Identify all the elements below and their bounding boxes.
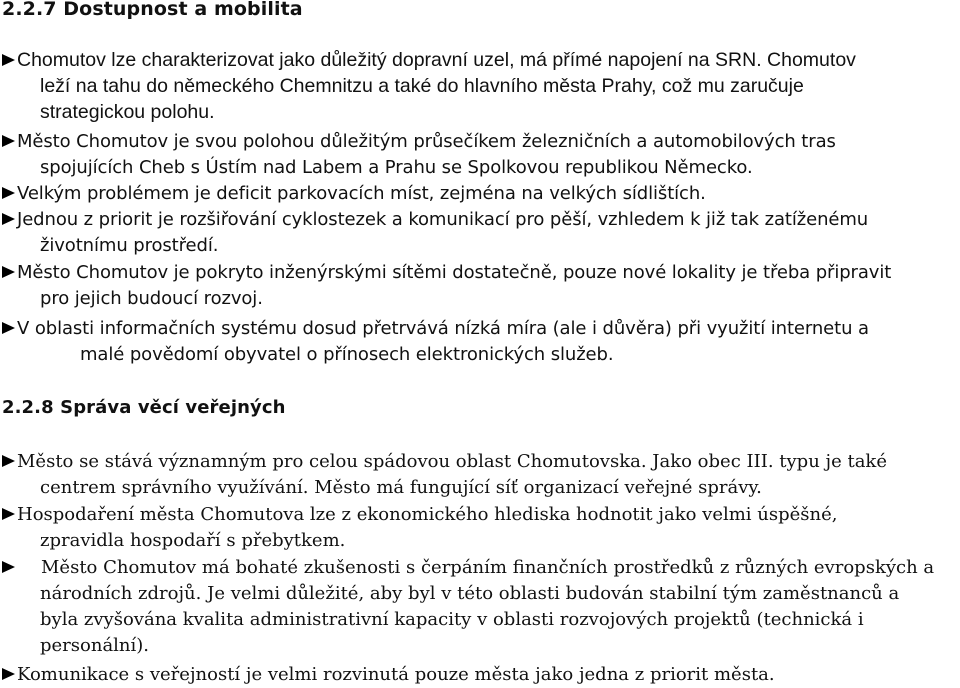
list-item xyxy=(2,662,958,688)
list-item-line: Komunikace s veřejností je velmi rozvinutá pouze města jako jedna z priorit města. xyxy=(2,662,958,688)
section-heading-2-2-8 xyxy=(2,397,286,418)
section-heading-label: Správa věcí veřejných xyxy=(60,397,286,418)
list-item xyxy=(2,555,958,659)
bullet-icon xyxy=(2,135,15,147)
list-item xyxy=(2,47,958,125)
list-item-line: Jednou z priorit je rozšiřování cyklostezek a komunikací pro pěší, vzhledem k již tak zatíženému xyxy=(2,207,958,233)
list-item-line: národních zdrojů. Je velmi důležité, aby byl v této oblasti budován stabilní tým zaměstnanců a xyxy=(40,583,900,604)
list-item-line: Město se stává významným pro celou spádovou oblast Chomutovska. Jako obec III. typu je také xyxy=(2,449,958,475)
bullet-icon xyxy=(2,187,15,199)
list-item-line: životnímu prostředí. xyxy=(40,235,219,256)
bullet-icon xyxy=(2,54,15,66)
list-item-line: leží na tahu do německého Chemnitzu a také do hlavního města Prahy, což mu zaručuje xyxy=(40,75,804,97)
list-item xyxy=(2,502,958,554)
list-item xyxy=(2,449,958,501)
bullet-icon xyxy=(2,668,15,680)
bullet-icon xyxy=(2,322,15,334)
bullet-icon xyxy=(2,561,15,573)
section-heading-label: 2.2.7 Dostupnost a mobilita xyxy=(2,0,303,20)
list-item-line: Chomutov lze charakterizovat jako důležitý dopravní uzel, má přímé napojení na SRN. Chomutov xyxy=(2,47,958,73)
bullet-icon xyxy=(2,508,15,520)
section-heading-number: 2.2.8 xyxy=(2,397,54,418)
list-item-line: centrem správního využívání. Město má fungující síť organizací veřejné správy. xyxy=(40,477,762,498)
list-item-line: Hospodaření města Chomutova lze z ekonomického hlediska hodnotit jako velmi úspěšné, xyxy=(2,502,958,528)
bullet-icon xyxy=(2,266,15,278)
list-item xyxy=(2,260,958,312)
list-item xyxy=(2,129,958,181)
list-item xyxy=(2,181,958,207)
list-item-line: Velkým problémem je deficit parkovacích míst, zejména na velkých sídlištích. xyxy=(2,181,958,207)
list-item-line: byla zvyšována kvalita administrativní kapacity v oblasti rozvojových projektů (technická i xyxy=(40,609,864,630)
list-item xyxy=(2,316,958,368)
list-item-line: Město Chomutov je pokryto inženýrskými sítěmi dostatečně, pouze nové lokality je třeba připravit xyxy=(2,260,958,286)
list-item-line: strategickou polohu. xyxy=(40,101,215,123)
list-item-line: malé povědomí obyvatel o přínosech elektronických služeb. xyxy=(80,344,614,365)
list-item-line: zpravidla hospodaří s přebytkem. xyxy=(40,530,346,551)
section-heading-2-2-7 xyxy=(2,0,303,20)
list-item-line: personální). xyxy=(40,635,150,656)
bullet-icon xyxy=(2,455,15,467)
list-item-line: spojujících Cheb s Ústím nad Labem a Prahu se Spolkovou republikou Německo. xyxy=(40,157,753,178)
bullet-icon xyxy=(2,213,15,225)
list-item-line: V oblasti informačních systému dosud přetrvává nízká míra (ale i důvěra) při využití internetu a xyxy=(2,316,958,342)
list-item-line: Město Chomutov má bohaté zkušenosti s čerpáním finančních prostředků z různých evropských a xyxy=(2,555,958,581)
list-item-line: pro jejich budoucí rozvoj. xyxy=(40,288,263,309)
list-item-line: Město Chomutov je svou polohou důležitým průsečíkem železničních a automobilových tras xyxy=(2,129,958,155)
list-item xyxy=(2,207,958,259)
